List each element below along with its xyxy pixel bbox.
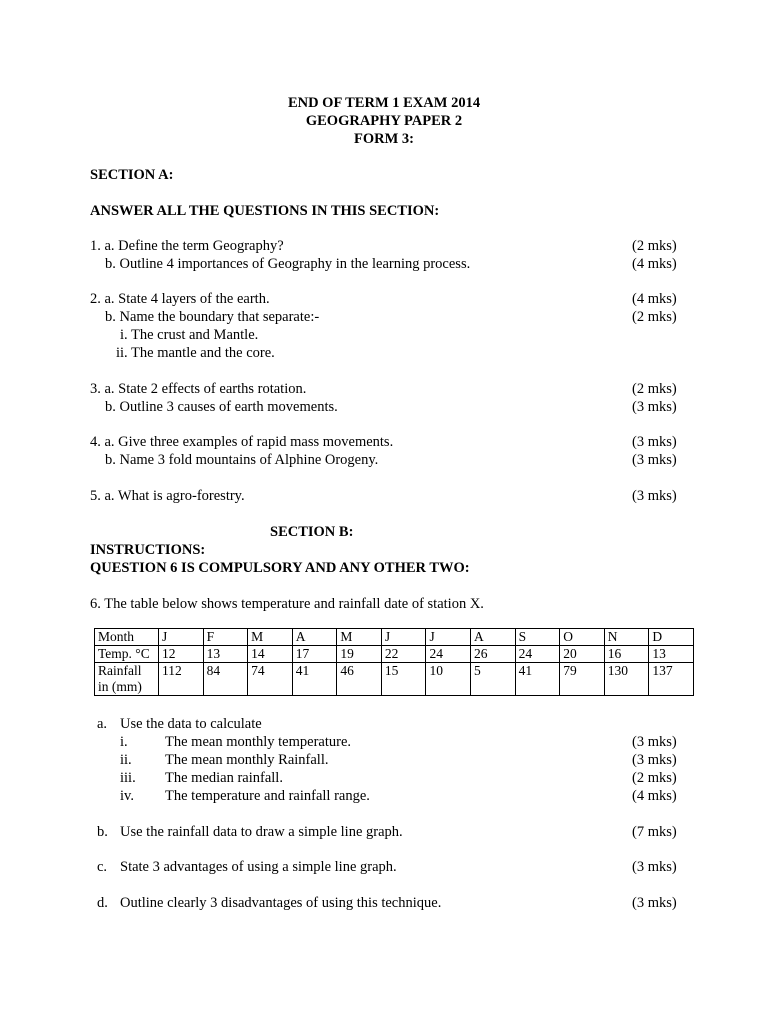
month-cell: D xyxy=(649,629,694,646)
rainfall-label: Rainfall xyxy=(98,663,142,678)
marks: (3 mks) xyxy=(632,434,677,450)
instructions-label: INSTRUCTIONS: xyxy=(90,542,206,558)
month-cell: A xyxy=(292,629,337,646)
part-letter: d. xyxy=(97,895,108,911)
temp-cell: 19 xyxy=(337,646,382,663)
month-cell: J xyxy=(159,629,204,646)
temp-cell: 20 xyxy=(560,646,605,663)
part-text: Use the rainfall data to draw a simple line graph. xyxy=(120,824,403,840)
temp-cell: 16 xyxy=(604,646,649,663)
rainfall-cell: 130 xyxy=(604,663,649,696)
temp-cell: 26 xyxy=(471,646,516,663)
question-line: ii. The mantle and the core. xyxy=(116,345,275,361)
marks: (7 mks) xyxy=(632,824,677,840)
month-cell: M xyxy=(337,629,382,646)
form-title: FORM 3: xyxy=(354,131,414,147)
marks: (2 mks) xyxy=(632,381,677,397)
month-cell: A xyxy=(471,629,516,646)
marks: (4 mks) xyxy=(632,788,677,804)
month-cell: M xyxy=(248,629,293,646)
temp-cell: 14 xyxy=(248,646,293,663)
section-a-title: SECTION A: xyxy=(90,167,174,183)
marks: (3 mks) xyxy=(632,895,677,911)
exam-title: END OF TERM 1 EXAM 2014 xyxy=(287,95,481,111)
rainfall-cell: 10 xyxy=(426,663,471,696)
climate-table xyxy=(94,628,694,696)
question-line: 1. a. Define the term Geography? xyxy=(90,238,284,254)
rainfall-cell: 41 xyxy=(515,663,560,696)
part-letter: b. xyxy=(97,824,108,840)
question-line: i. The crust and Mantle. xyxy=(120,327,259,343)
sub-text: The mean monthly temperature. xyxy=(165,734,352,750)
section-b-title: SECTION B: xyxy=(270,524,354,540)
part-letter: c. xyxy=(97,859,108,875)
marks: (2 mks) xyxy=(632,238,677,254)
marks: (4 mks) xyxy=(632,291,677,307)
marks: (3 mks) xyxy=(632,734,677,750)
question-line: 5. a. What is agro-forestry. xyxy=(90,488,245,504)
temp-cell: 13 xyxy=(649,646,694,663)
rainfall-cell: 46 xyxy=(337,663,382,696)
sub-number: iii. xyxy=(120,770,136,786)
rainfall-cell: 112 xyxy=(159,663,204,696)
marks: (3 mks) xyxy=(632,452,677,468)
month-cell: S xyxy=(515,629,560,646)
rainfall-cell: 5 xyxy=(471,663,516,696)
marks: (2 mks) xyxy=(632,309,677,325)
month-cell: J xyxy=(426,629,471,646)
sub-number: i. xyxy=(120,734,128,750)
part-text: State 3 advantages of using a simple line graph. xyxy=(120,859,397,875)
month-cell: N xyxy=(604,629,649,646)
temp-cell: 13 xyxy=(203,646,248,663)
sub-text: The median rainfall. xyxy=(165,770,283,786)
marks: (4 mks) xyxy=(632,256,677,272)
sub-number: iv. xyxy=(120,788,134,804)
rainfall-cell: 41 xyxy=(292,663,337,696)
rainfall-cell: 137 xyxy=(649,663,694,696)
marks: (3 mks) xyxy=(632,488,677,504)
rainfall-cell: 15 xyxy=(381,663,426,696)
row-label: Month xyxy=(95,629,159,646)
month-cell: J xyxy=(381,629,426,646)
rainfall-unit: in (mm) xyxy=(98,679,142,694)
table-row-rainfall xyxy=(95,663,694,696)
row-label: Temp. °C xyxy=(95,646,159,663)
question-line: b. Name 3 fold mountains of Alphine Orogeny. xyxy=(105,452,379,468)
instructions-text: QUESTION 6 IS COMPULSORY AND ANY OTHER TWO: xyxy=(90,560,470,576)
temp-cell: 24 xyxy=(515,646,560,663)
sub-number: ii. xyxy=(120,752,132,768)
part-letter: a. xyxy=(97,716,108,732)
temp-cell: 12 xyxy=(159,646,204,663)
table-row-month xyxy=(95,629,694,646)
row-label xyxy=(95,663,159,696)
part-text: Use the data to calculate xyxy=(120,716,262,732)
month-cell: F xyxy=(203,629,248,646)
section-a-instruction: ANSWER ALL THE QUESTIONS IN THIS SECTION: xyxy=(90,203,440,219)
month-cell: O xyxy=(560,629,605,646)
temp-cell: 24 xyxy=(426,646,471,663)
sub-text: The mean monthly Rainfall. xyxy=(165,752,329,768)
question-line: 2. a. State 4 layers of the earth. xyxy=(90,291,270,307)
paper-title: GEOGRAPHY PAPER 2 xyxy=(305,113,463,129)
table-row-temp xyxy=(95,646,694,663)
temp-cell: 22 xyxy=(381,646,426,663)
marks: (3 mks) xyxy=(632,859,677,875)
question-line: b. Outline 3 causes of earth movements. xyxy=(105,399,338,415)
sub-text: The temperature and rainfall range. xyxy=(165,788,370,804)
marks: (3 mks) xyxy=(632,399,677,415)
question-line: b. Outline 4 importances of Geography in the learning process. xyxy=(105,256,471,272)
marks: (3 mks) xyxy=(632,752,677,768)
question-line: 4. a. Give three examples of rapid mass movements. xyxy=(90,434,394,450)
question-line: b. Name the boundary that separate:- xyxy=(105,309,320,325)
marks: (2 mks) xyxy=(632,770,677,786)
temp-cell: 17 xyxy=(292,646,337,663)
part-text: Outline clearly 3 disadvantages of using this technique. xyxy=(120,895,442,911)
rainfall-cell: 79 xyxy=(560,663,605,696)
rainfall-cell: 84 xyxy=(203,663,248,696)
rainfall-cell: 74 xyxy=(248,663,293,696)
question-line: 3. a. State 2 effects of earths rotation. xyxy=(90,381,307,397)
question-6-intro: 6. The table below shows temperature and rainfall date of station X. xyxy=(90,596,484,612)
